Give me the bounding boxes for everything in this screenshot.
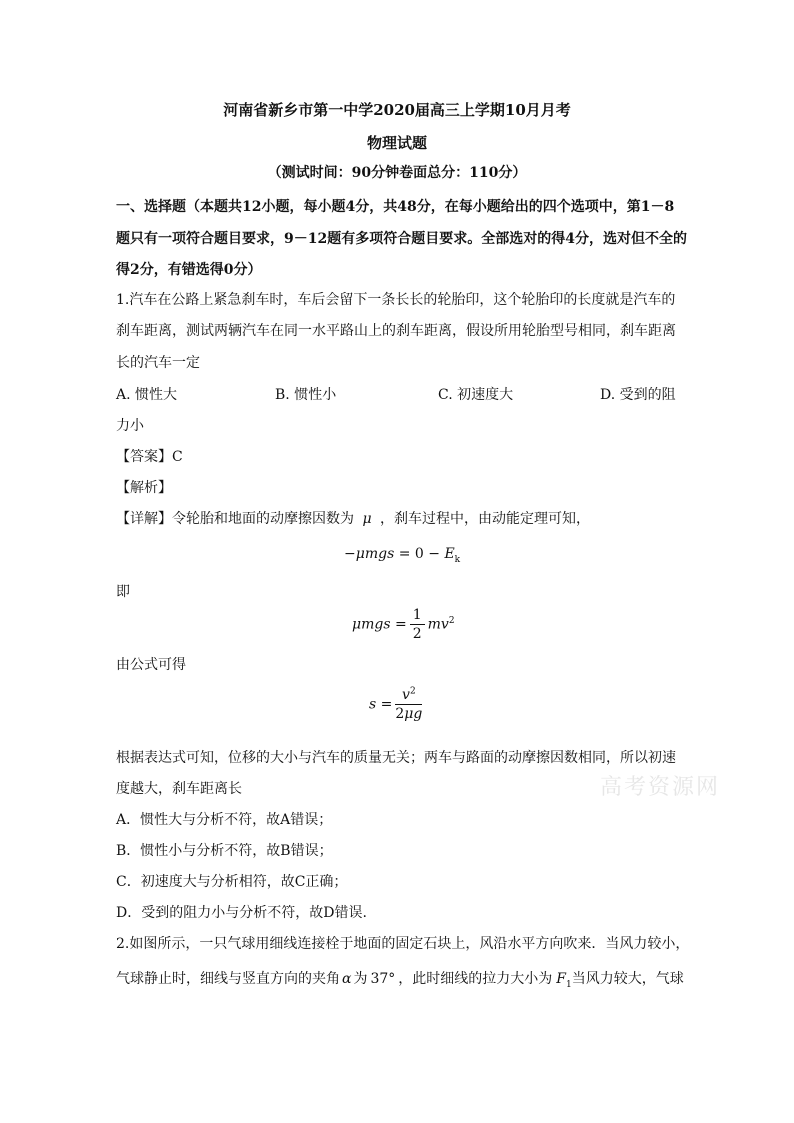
q2-line-2	[116, 969, 684, 989]
q1-option-b: B. 惯性小	[275, 387, 337, 403]
q2-line2-part-a: 气球静止时，细线与竖直方向的夹角	[116, 971, 340, 987]
q1-analysis-label: 【解析】	[116, 480, 172, 496]
q1-stem-line-2: 刹车距离，测试两辆汽车在同一水平路山上的刹车距离，假设所用轮胎型号相同，刹车距离	[116, 323, 676, 339]
exam-info: （测试时间：90分钟卷面总分：110分）	[267, 165, 527, 181]
q1-judgement-d: D．受到的阻力小与分析不符，故D错误.	[116, 905, 367, 921]
document-title: 河南省新乡市第一中学2020届高三上学期10月月考	[223, 101, 571, 119]
q2-force-subscript: 1	[566, 979, 572, 990]
q1-option-d: D. 受到的阻	[600, 387, 676, 403]
q2-line2-part-d: 当风力较大，气球	[571, 971, 684, 987]
q1-judgement-b: B．惯性小与分析不符，故B错误；	[116, 843, 333, 859]
q1-judgement-c: C．初速度大与分析相符，故C正确；	[116, 874, 348, 890]
q2-line-1: 2.如图所示，一只气球用细线连接栓于地面的固定石块上，风沿水平方向吹来．当风力较小，	[116, 936, 690, 952]
q1-detail-suffix: ，刹车过程中，由动能定理可知，	[380, 511, 591, 527]
formula-distance: s = $\frac{v^2}{2\mu g}$	[369, 686, 423, 722]
section-intro-line-1: 一、选择题（本题共12小题，每小题4分，共48分，在每小题给出的四个选项中，第1－8	[116, 199, 675, 215]
q1-judgement-a: A．惯性大与分析不符，故A错误；	[116, 812, 333, 828]
q1-detail-line	[116, 509, 590, 529]
ji-label: 即	[116, 584, 130, 600]
q2-alpha: α	[342, 971, 352, 987]
q1-stem-line-1: 1.汽车在公路上紧急刹车时，车后会留下一条长长的轮胎印，这个轮胎印的长度就是汽车的	[116, 292, 676, 308]
q1-option-a: A. 惯性大	[116, 387, 178, 403]
q1-answer: 【答案】C	[116, 449, 183, 465]
section-intro-line-3: 得2分，有错选得0分）	[116, 262, 262, 278]
formula-energy-theorem: $-\mu mgs = 0 - E_k$	[344, 546, 461, 565]
q2-angle: 37°	[370, 971, 396, 987]
from-formula-label: 由公式可得	[116, 657, 186, 673]
q1-detail-prefix: 【详解】令轮胎和地面的动摩擦因数为	[116, 511, 354, 527]
q1-conclusion-line-1: 根据表达式可知，位移的大小与汽车的质量无关；两车与路面的动摩擦因数相同，所以初速	[116, 750, 676, 766]
q2-line2-part-b: 为	[353, 971, 368, 987]
formula-kinetic-energy: μmgs = $\frac{1}{2}$ $mv^2$	[352, 607, 455, 642]
q2-force-symbol: F	[556, 971, 567, 987]
q1-stem-line-3: 长的汽车一定	[116, 355, 200, 371]
q1-conclusion-line-2: 度越大，刹车距离长	[116, 781, 242, 797]
q1-option-c: C. 初速度大	[438, 387, 514, 403]
section-intro-line-2: 题只有一项符合题目要求，9－12题有多项符合题目要求。全部选对的得4分，选对但不全的	[116, 231, 687, 247]
q1-detail-mu: μ	[362, 511, 372, 527]
watermark: 高考资源网	[600, 775, 721, 800]
q1-option-d-continued: 力小	[116, 418, 144, 434]
q2-line2-part-c: ，此时细线的拉力大小为	[398, 971, 553, 987]
subject-title: 物理试题	[366, 134, 427, 152]
